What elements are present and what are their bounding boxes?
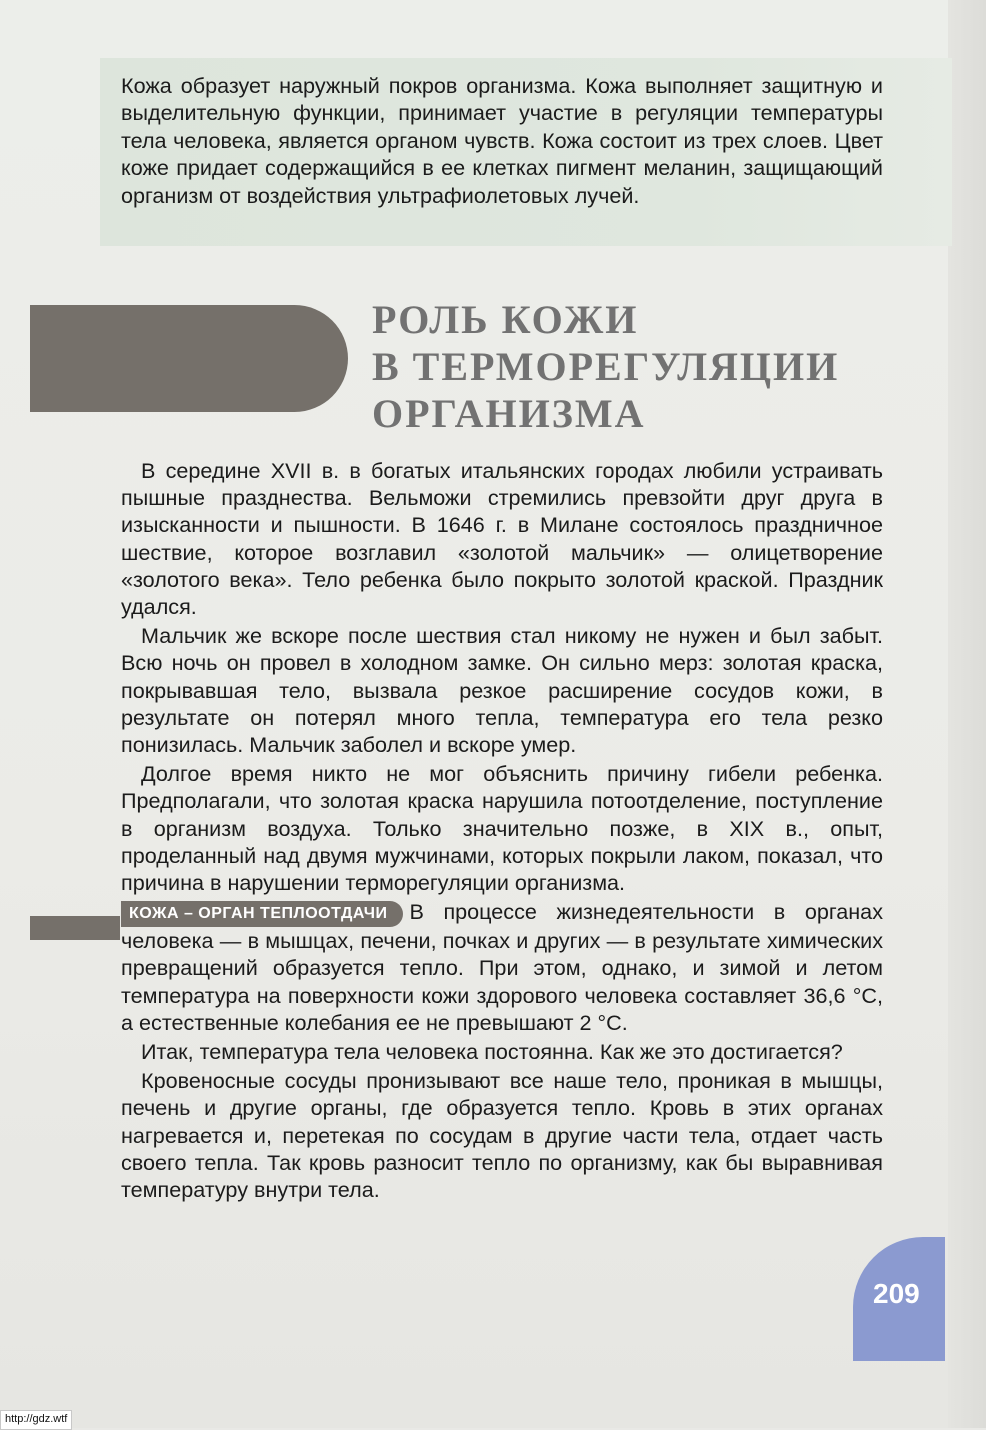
- page-number: 209: [873, 1278, 920, 1309]
- section-title-line-1: РОЛЬ КОЖИ: [372, 297, 639, 342]
- section-title-tab: [30, 305, 348, 412]
- paragraph-2: Мальчик же вскоре после шествия стал никому не нужен и был забыт. Всю ночь он провел в холодном замке. Он сильно мерз: золотая краска, покрывавшая тело, вызвала резкое расширение сосудов кожи, в результате он потерял много тепла, температура его тела резко понизилась. Мальчик заболел и вскоре умер.: [121, 623, 883, 758]
- subheading-label: КОЖА – ОРГАН ТЕПЛООТДАЧИ: [121, 901, 403, 927]
- paragraph-4: [121, 898, 883, 1036]
- paragraph-1: В середине XVII в. в богатых итальянских городах любили устраивать пышные празднества. Вельможи стремились превзойти друг друга в изысканности и пышности. В 1646 г. в Милане состоялось праздничное шествие, которое возглавил «золотой мальчик» — олицетворение «золотого века». Тело ребенка было покрыто золотой краской. Праздник удался.: [121, 458, 883, 620]
- paragraph-4-text: В процессе жизнедеятельности в органах человека — в мышцах, печени, почках и других — в результате химических превращений образуется тепло. При этом, однако, и зимой и летом температура на поверхности кожи здорового человека составляет 36,6 °С, а естественные колебания ее не превышают 2 °С.: [121, 899, 883, 1035]
- paragraph-6: Кровеносные сосуды пронизывают все наше тело, проникая в мышцы, печень и другие органы, где образуется тепло. Кровь в этих органах нагревается и, перетекая по сосудам в другие части тела, отдает часть своего тепла. Так кровь разносит тепло по организму, как бы выравнивая температуру внутри тела.: [121, 1068, 883, 1203]
- section-title: [372, 296, 839, 437]
- source-link[interactable]: http://gdz.wtf: [0, 1410, 72, 1430]
- summary-text: Кожа образует наружный покров организма. Кожа выполняет защитную и выделительную функции, принимает участие в регуляции температуры тела человека, является органом чувств. Кожа состоит из трех слоев. Цвет коже придает содержащийся в ее клетках пигмент меланин, защищающий организм от воздействия ультрафиолетовых лучей.: [121, 73, 883, 208]
- page-edge-shadow: [948, 0, 986, 1428]
- paragraph-5: Итак, температура тела человека постоянна. Как же это достигается?: [141, 1039, 843, 1065]
- body-text: [121, 457, 883, 1205]
- paragraph-3: Долгое время никто не мог объяснить причину гибели ребенка. Предполагали, что золотая краска нарушила потоотделение, поступление в организм воздуха. Только значительно позже, в XIX в., опыт, проделанный над двумя мужчинами, которых покрыли лаком, показал, что причина в нарушении терморегуляции организма.: [121, 761, 883, 896]
- section-title-line-2: В ТЕРМОРЕГУЛЯЦИИ: [372, 344, 840, 389]
- subheading-bar: [30, 916, 120, 940]
- section-title-line-3: ОРГАНИЗМА: [372, 391, 646, 436]
